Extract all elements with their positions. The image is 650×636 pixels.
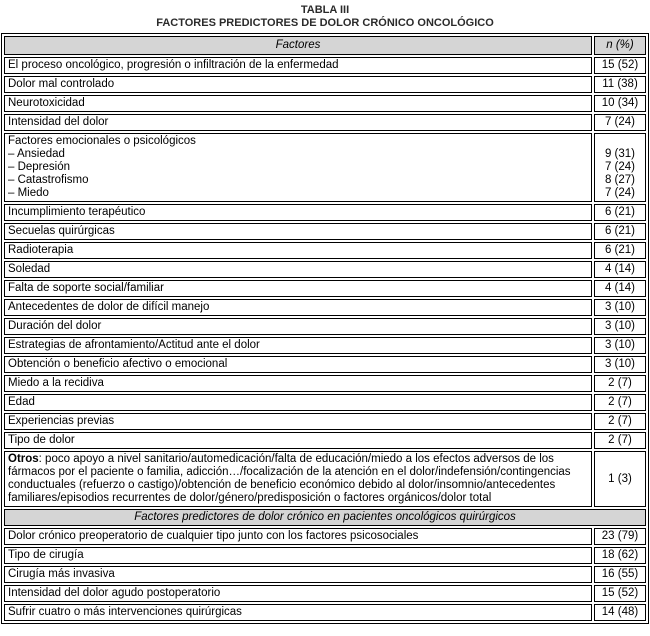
table-row xyxy=(4,337,646,354)
table-row xyxy=(4,114,646,131)
factor-label: Dolor mal controlado xyxy=(4,76,592,93)
factor-value: 2 (7) xyxy=(594,394,646,411)
table-row xyxy=(4,451,646,507)
factor-value: 18 (62) xyxy=(594,547,646,564)
factor-label: Tipo de cirugía xyxy=(4,547,592,564)
table-row xyxy=(4,299,646,316)
table-row xyxy=(4,528,646,545)
factor-label: Factores emocionales o psicológicos – Ansiedad – Depresión – Catastrofismo – Miedo xyxy=(4,133,592,202)
factor-value: 15 (52) xyxy=(594,57,646,74)
factor-label: Tipo de dolor xyxy=(4,432,592,449)
predictors-table xyxy=(1,33,649,624)
factor-label: Antecedentes de dolor de difícil manejo xyxy=(4,299,592,316)
n-column-header: n (%) xyxy=(594,36,646,55)
table-body xyxy=(4,57,646,621)
factor-value: 6 (21) xyxy=(594,242,646,259)
table-row xyxy=(4,375,646,392)
factor-label: Obtención o beneficio afectivo o emocional xyxy=(4,356,592,373)
factor-value: 4 (14) xyxy=(594,261,646,278)
table-row xyxy=(4,547,646,564)
factor-label: Intensidad del dolor agudo postoperatorio xyxy=(4,585,592,602)
factor-label: Secuelas quirúrgicas xyxy=(4,223,592,240)
factor-label: Cirugía más invasiva xyxy=(4,566,592,583)
factor-label: Intensidad del dolor xyxy=(4,114,592,131)
factor-label: Soledad xyxy=(4,261,592,278)
table-row xyxy=(4,394,646,411)
section-header-row xyxy=(4,509,646,526)
table-row xyxy=(4,57,646,74)
factor-label: Otros: poco apoyo a nivel sanitario/automedicación/falta de educación/miedo a los efectos adversos de los fármacos por el paciente o familia, adicción…/focalización de la atención en el dolor/indefensión/contingencias conductuales (refuerzo o castigo)/obtención de beneficio económico debido al dolor/insomnio/antecedentes familiares/episodios recurrentes de dolor/género/predisposición o factores orgánicos/dolor total xyxy=(4,451,592,507)
factor-value: 11 (38) xyxy=(594,76,646,93)
table-row xyxy=(4,356,646,373)
table-row xyxy=(4,261,646,278)
factor-label: Dolor crónico preoperatorio de cualquier tipo junto con los factores psicosociales xyxy=(4,528,592,545)
factors-column-header: Factores xyxy=(4,36,592,55)
factor-value: 2 (7) xyxy=(594,413,646,430)
table-row xyxy=(4,604,646,621)
factor-label: Experiencias previas xyxy=(4,413,592,430)
factor-label: Edad xyxy=(4,394,592,411)
factor-value: 9 (31) 7 (24) 8 (27) 7 (24) xyxy=(594,133,646,202)
factor-value: 14 (48) xyxy=(594,604,646,621)
table-row xyxy=(4,318,646,335)
factor-label: Neurotoxicidad xyxy=(4,95,592,112)
factor-value: 6 (21) xyxy=(594,204,646,221)
table-row xyxy=(4,133,646,202)
factor-label: Duración del dolor xyxy=(4,318,592,335)
factor-value: 7 (24) xyxy=(594,114,646,131)
table-row xyxy=(4,204,646,221)
factor-label: Sufrir cuatro o más intervenciones quirúrgicas xyxy=(4,604,592,621)
factor-label: Radioterapia xyxy=(4,242,592,259)
table-row xyxy=(4,566,646,583)
table-title xyxy=(1,4,649,30)
table-row xyxy=(4,280,646,297)
factor-value: 23 (79) xyxy=(594,528,646,545)
factor-value: 2 (7) xyxy=(594,432,646,449)
factor-value: 3 (10) xyxy=(594,318,646,335)
factor-value: 15 (52) xyxy=(594,585,646,602)
factor-value: 16 (55) xyxy=(594,566,646,583)
table-row xyxy=(4,585,646,602)
table-row xyxy=(4,432,646,449)
factor-label: Falta de soporte social/familiar xyxy=(4,280,592,297)
table-row xyxy=(4,95,646,112)
factor-label: Estrategias de afrontamiento/Actitud ante el dolor xyxy=(4,337,592,354)
factor-label: Miedo a la recidiva xyxy=(4,375,592,392)
table-row xyxy=(4,413,646,430)
factor-label: El proceso oncológico, progresión o infiltración de la enfermedad xyxy=(4,57,592,74)
factor-value: 6 (21) xyxy=(594,223,646,240)
factor-value: 3 (10) xyxy=(594,337,646,354)
factor-value: 3 (10) xyxy=(594,356,646,373)
section-header: Factores predictores de dolor crónico en pacientes oncológicos quirúrgicos xyxy=(4,509,646,526)
factor-value: 1 (3) xyxy=(594,451,646,507)
table-row xyxy=(4,242,646,259)
table-row xyxy=(4,223,646,240)
table-row xyxy=(4,76,646,93)
factor-value: 2 (7) xyxy=(594,375,646,392)
factor-value: 3 (10) xyxy=(594,299,646,316)
header-row xyxy=(4,36,646,55)
factor-value: 4 (14) xyxy=(594,280,646,297)
table-caption: FACTORES PREDICTORES DE DOLOR CRÓNICO ONCOLÓGICO xyxy=(156,17,494,29)
table-number: TABLA III xyxy=(300,4,350,16)
factor-label: Incumplimiento terapéutico xyxy=(4,204,592,221)
factor-value: 10 (34) xyxy=(594,95,646,112)
